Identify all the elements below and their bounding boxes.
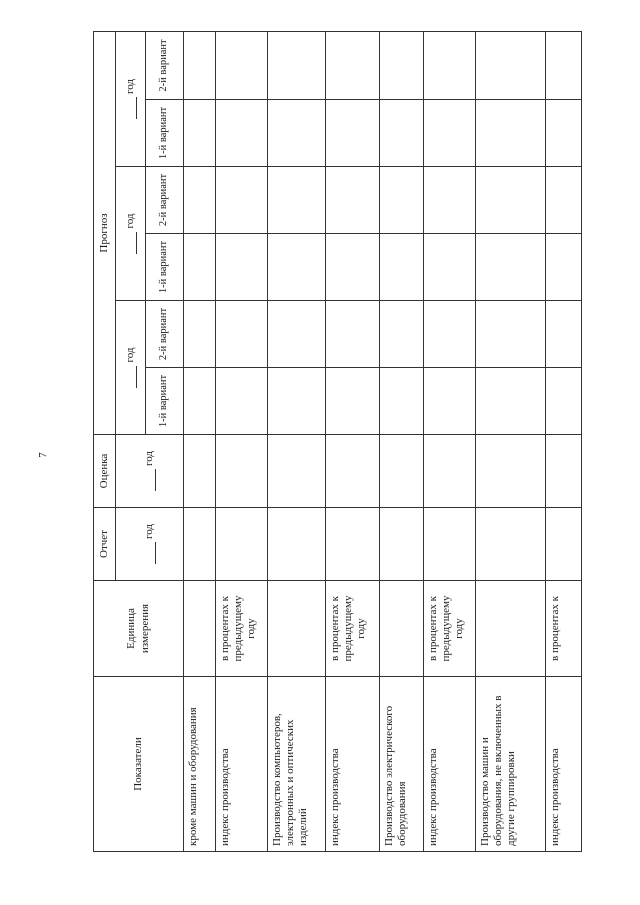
unit-cell: в процентах к предыдущему году [326,581,380,677]
header-variant-2: 2-й вариант [146,301,184,368]
header-variant-2: 2-й вариант [146,31,184,99]
table-row [476,31,546,851]
table-row [268,31,326,851]
unit-cell: в процентах к предыдущему году [216,581,268,677]
header-indicators: Показатели [94,677,184,852]
header-forecast-year-2: год [116,167,146,301]
header-unit: Единица измерения [94,581,184,677]
header-variant-2: 2-й вариант [146,167,184,234]
indicator-cell: индекс производства [326,677,380,852]
table-row [216,31,268,851]
header-forecast-year-1: год [116,301,146,435]
table-row [326,31,380,851]
header-forecast-year-3: год [116,31,146,166]
unit-cell [380,581,424,677]
header-report-year: год [116,508,184,581]
indicator-cell: индекс производства [546,677,582,852]
header-variant-1: 1-й вариант [146,234,184,301]
indicator-cell: Производство машин и оборудования, не включенных в другие группировки [476,677,546,852]
indicator-cell: Производство электрического оборудования [380,677,424,852]
indicator-cell: кроме машин и оборудования [184,677,216,852]
indicator-cell: Производство компьютеров, электронных и оптических изделий [268,677,326,852]
table-row [380,31,424,851]
header-variant-1: 1-й вариант [146,100,184,167]
header-variant-1: 1-й вариант [146,368,184,435]
table-row [546,31,582,851]
indicator-cell: индекс производства [424,677,476,852]
unit-cell [184,581,216,677]
table-row [424,31,476,851]
header-forecast: Прогноз [94,31,116,434]
rotated-table-wrapper [93,32,581,852]
header-estimate: Оценка [94,435,116,508]
unit-cell: в процентах к предыдущему году [424,581,476,677]
header-estimate-year: год [116,435,184,508]
header-report: Отчет [94,508,116,581]
page-number: 7 [36,452,49,458]
forecast-table [93,31,582,852]
table-row [184,31,216,851]
unit-cell: в процентах к [546,581,582,677]
unit-cell [476,581,546,677]
unit-cell [268,581,326,677]
indicator-cell: индекс производства [216,677,268,852]
